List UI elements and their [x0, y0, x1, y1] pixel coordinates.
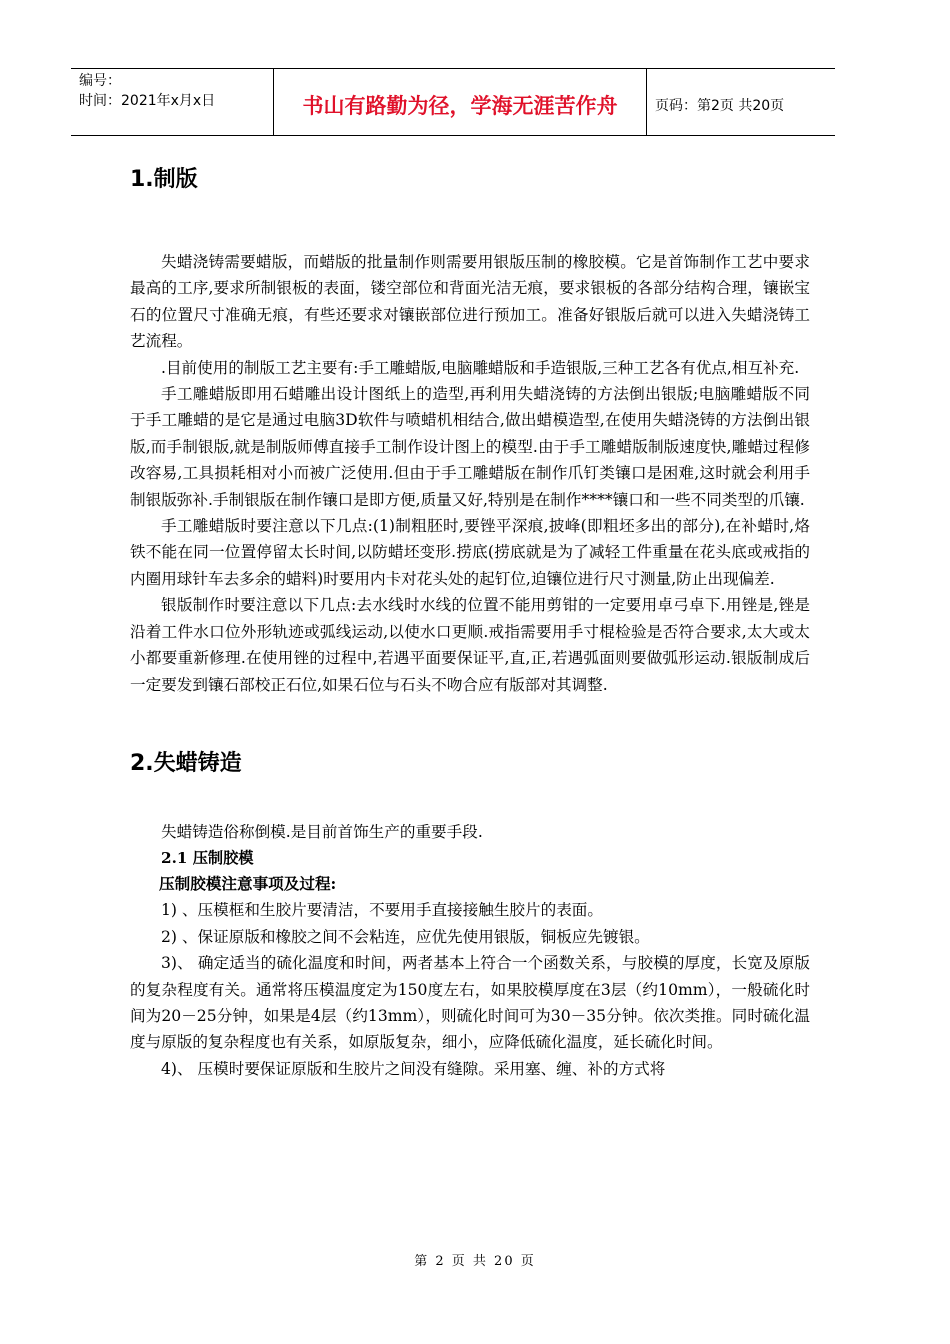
document-number-label: 编号： [79, 73, 121, 89]
list-item: 3)、 确定适当的硫化温度和时间，两者基本上符合一个函数关系，与胶模的厚度，长宽及原版的复杂程度有关。通常将压模温度定为150度左右，如果胶模厚度在3层（约10mm），一般硫化时间为20－25分钟，如果是4层（约13mm），则硫化时间可为30－35分钟。依次类推。同时硫化温度与原版的复杂程度也有关系，如原版复杂，细小，应降低硫化温度，延长硫化时间。 [130, 954, 810, 1052]
paragraph: 失蜡铸造俗称倒模.是目前首饰生产的重要手段. [161, 822, 483, 841]
paragraph: 手工雕蜡版时要注意以下几点:(1)制粗胚时,要锉平深痕,披峰(即粗坯多出的部分),在补蜡时,烙铁不能在同一位置停留太长时间,以防蜡坯变形.捞底(捞底就是为了减轻工件重量在花头底或戒指的内圈用球针车去多余的蜡料)时要用内卡对花头处的起钉位,迫镶位进行尺寸测量,防止出现偏差. [130, 517, 810, 588]
list-item: 1) 、压模框和生胶片要清洁，不要用手直接接触生胶片的表面。 [161, 901, 603, 920]
paragraph: .目前使用的制版工艺主要有:手工雕蜡版,电脑雕蜡版和手造银版,三种工艺各有优点,相互补充. [161, 358, 800, 377]
document-time-label: 时间：2021年x月x日 [79, 93, 216, 109]
header-page-number: 页码：第2页 共20页 [655, 98, 785, 114]
page-footer: 第 2 页 共 20 页 [414, 1254, 536, 1269]
paragraph: 银版制作时要注意以下几点:去水线时水线的位置不能用剪钳的一定要用卓弓卓下.用锉是,锉是沿着工件水口位外形轨迹或弧线运动,以使水口更顺.戒指需要用手寸棍检验是否符合要求,太大或太小都要重新修理.在使用锉的过程中,若遇平面要保证平,直,正,若遇弧面则要做弧形运动.银版制成后一定要发到镶石部校正石位,如果石位与石头不吻合应有版部对其调整. [130, 596, 810, 694]
header-motto: 书山有路勤为径，学海无涯苦作舟 [274, 69, 647, 135]
section-1-title: 1.制版 [130, 167, 198, 192]
subsection-heading: 压制胶模注意事项及过程: [159, 874, 337, 894]
section-2-title: 2.失蜡铸造 [130, 750, 242, 776]
header-meta [71, 69, 274, 135]
paragraph: 失蜡浇铸需要蜡版，而蜡版的批量制作则需要用银版压制的橡胶模。它是首饰制作工艺中要求最高的工序,要求所制银板的表面，镂空部位和背面光洁无痕，要求银板的各部分结构合理，镶嵌宝石的位置尺寸准确无痕，有些还要求对镶嵌部位进行预加工。准备好银版后就可以进入失蜡浇铸工艺流程。 [130, 253, 810, 351]
paragraph: 手工雕蜡版即用石蜡雕出设计图纸上的造型,再利用失蜡浇铸的方法倒出银版;电脑雕蜡版不同于手工雕蜡的是它是通过电脑3D软件与喷蜡机相结合,做出蜡模造型,在使用失蜡浇铸的方法倒出银版,而手制银版,就是制版师傅直接手工制作设计图上的模型.由于手工雕蜡版制版速度快,雕蜡过程修改容易,工具损耗相对小而被广泛使用.但由于手工雕蜡版在制作爪钉类镶口是困难,这时就会利用手制银版弥补.手制银版在制作镶口是即方便,质量又好,特别是在制作****镶口和一些不同类型的爪镶. [130, 385, 810, 509]
document-body [130, 160, 810, 1082]
section-1-text [130, 249, 810, 698]
list-item: 4)、 压模时要保证原版和生胶片之间没有缝隙。采用塞、缠、补的方式将 [161, 1059, 666, 1078]
subsection-title: 2.1 压制胶模 [161, 849, 254, 868]
page-header [71, 68, 835, 136]
list-item: 2) 、保证原版和橡胶之间不会粘连，应优先使用银版，铜板应先镀银。 [161, 927, 650, 946]
section-2-text [130, 819, 810, 1082]
